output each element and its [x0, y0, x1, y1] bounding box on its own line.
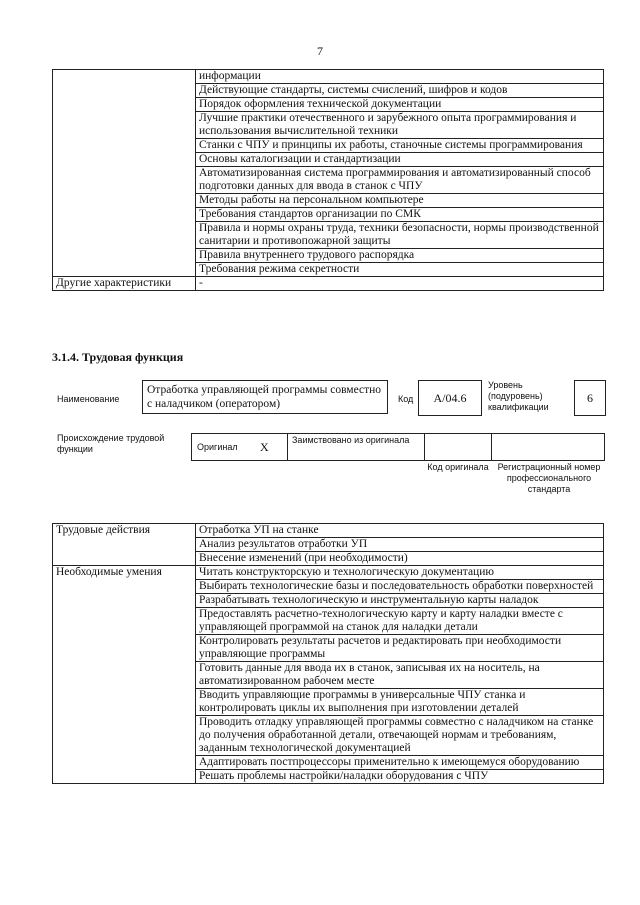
code-original-caption: Код оригинала — [427, 462, 489, 472]
origin-divider — [424, 433, 425, 460]
level-value: 6 — [574, 380, 606, 416]
borrowed-label: Заимствовано из оригинала — [292, 435, 410, 445]
level-label: Уровень (подуровень) квалификации — [488, 380, 549, 412]
skills-label: Необходимые умения — [53, 566, 196, 784]
skill-item: Адаптировать постпроцессоры применительно к имеющемуся оборудованию — [196, 756, 604, 770]
knowledge-label-cell — [53, 70, 196, 277]
original-label: Оригинал — [197, 442, 238, 452]
knowledge-item: Действующие стандарты, системы счислений, шифров и кодов — [196, 84, 604, 98]
action-item: Анализ результатов отработки УП — [196, 538, 604, 552]
function-name-value: Отработка управляющей программы совместно с наладчиком (оператором) — [142, 380, 388, 414]
table-row — [53, 524, 604, 538]
skill-item: Решать проблемы настройки/наладки оборудования с ЧПУ — [196, 770, 604, 784]
actions-label: Трудовые действия — [53, 524, 196, 566]
skill-item: Предоставлять расчетно-технологическую карту и карту наладки вместе с управляющей программой на станок для наладки детали — [196, 608, 604, 635]
knowledge-item: Основы каталогизации и стандартизации — [196, 153, 604, 167]
skill-item: Контролировать результаты расчетов и редактировать при необходимости управляющие программы — [196, 635, 604, 662]
knowledge-item: Правила внутреннего трудового распорядка — [196, 249, 604, 263]
skill-item: Читать конструкторскую и технологическую документацию — [196, 566, 604, 580]
knowledge-item: Порядок оформления технической документации — [196, 98, 604, 112]
function-code-value: А/04.6 — [418, 380, 482, 416]
other-characteristics-value: - — [196, 277, 604, 291]
knowledge-item: Автоматизированная система программирования и автоматизированный способ подготовки данных для ввода в станок с ЧПУ — [196, 167, 604, 194]
action-item: Отработка УП на станке — [196, 524, 604, 538]
action-item: Внесение изменений (при необходимости) — [196, 552, 604, 566]
knowledge-item: Методы работы на персональном компьютере — [196, 194, 604, 208]
origin-divider — [491, 433, 492, 460]
skill-item: Проводить отладку управляющей программы совместно с наладчиком на станке до получения обработанной детали, отвечающей нормам и требованиям, заданным технологической документацией — [196, 716, 604, 756]
table-row — [53, 566, 604, 580]
knowledge-item: Станки с ЧПУ и принципы их работы, станочные системы программирования — [196, 139, 604, 153]
name-label: Наименование — [57, 394, 120, 404]
table-row — [53, 277, 604, 291]
actions-table — [52, 523, 604, 784]
reg-number-caption: Регистрационный номер профессионального стандарта — [497, 462, 601, 494]
skill-item: Выбирать технологические базы и последовательность обработки поверхностей — [196, 580, 604, 594]
code-label: Код — [398, 394, 414, 404]
knowledge-item: Правила и нормы охраны труда, техники безопасности, нормы производственной санитарии и противопожарной защиты — [196, 222, 604, 249]
page-number: 7 — [317, 44, 323, 58]
knowledge-item: информации — [196, 70, 604, 84]
knowledge-item: Требования режима секретности — [196, 263, 604, 277]
knowledge-item: Требования стандартов организации по СМК — [196, 208, 604, 222]
origin-divider — [287, 433, 288, 460]
skill-item: Разрабатывать технологическую и инструментальную карты наладок — [196, 594, 604, 608]
skill-item: Готовить данные для ввода их в станок, записывая их на носитель, на автоматизированном рабочем месте — [196, 662, 604, 689]
skill-item: Вводить управляющие программы в универсальные ЧПУ станка и контролировать циклы их выполнения при изготовлении деталей — [196, 689, 604, 716]
table-row — [53, 70, 604, 84]
knowledge-item: Лучшие практики отечественного и зарубежного опыта программирования и использования вычислительной техники — [196, 112, 604, 139]
section-title: 3.1.4. Трудовая функция — [52, 350, 184, 364]
other-characteristics-label: Другие характеристики — [53, 277, 196, 291]
origin-label: Происхождение трудовой функции — [57, 433, 165, 454]
knowledge-table — [52, 69, 604, 291]
original-mark: X — [260, 440, 269, 454]
